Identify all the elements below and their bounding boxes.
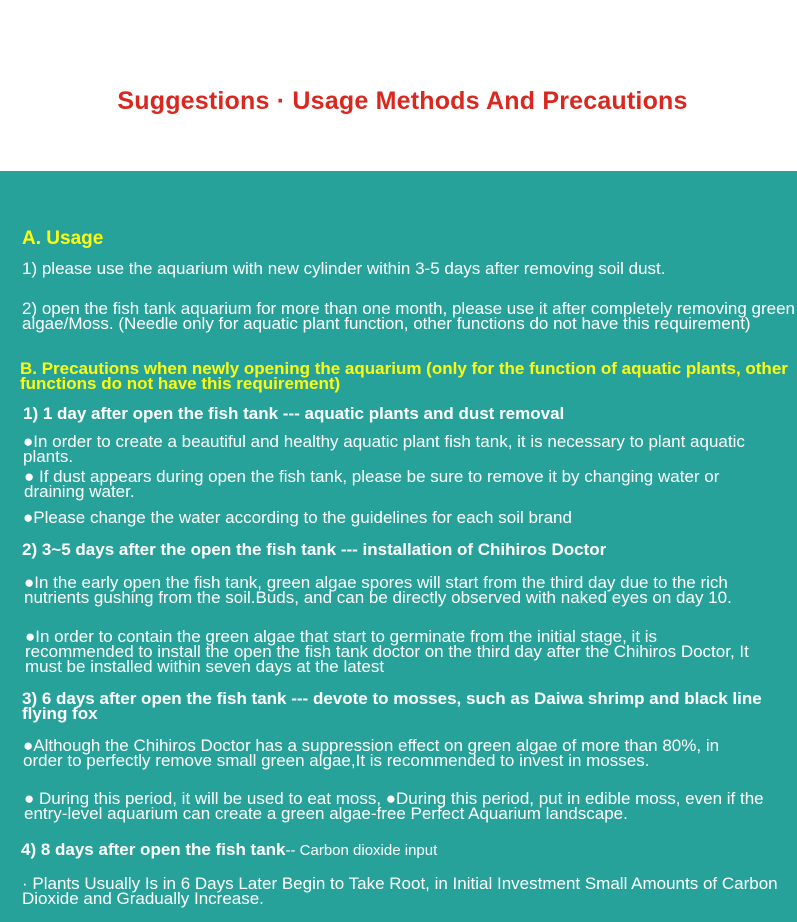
step-3-bullet-1: ●Although the Chihiros Doctor has a suppression effect on green algae of more than 80%, in order to perfectly remove small green algae,It is recommended to invest in mosses.: [23, 736, 720, 770]
step-1-title: 1) 1 day after open the fish tank --- aquatic plants and dust removal: [23, 404, 565, 423]
section-a-heading: A. Usage: [22, 228, 104, 249]
step-2-bullet-1: ●In the early open the fish tank, green algae spores will start from the third day due to the rich nutrients gushing from the soil.Buds, and can be directly observed with naked eyes on day 10.: [24, 573, 732, 607]
step-2-title: 2) 3~5 days after the open the fish tank --- installation of Chihiros Doctor: [22, 540, 607, 559]
step-1-bullet-1: ●In order to create a beautiful and healthy aquatic plant fish tank, it is necessary to plant aquatic plants.: [23, 432, 745, 466]
page-title: Suggestions · Usage Methods And Precautions: [117, 87, 688, 115]
step-4-title: 4) 8 days after open the fish tank: [21, 840, 286, 859]
step-2-bullet-2: ●In order to contain the green algae that start to germinate from the initial stage, it is recommended to install the open the fish tank doctor on the third day after the Chihiros Doctor, It must be installed within seven days at the latest: [25, 627, 749, 676]
step-4-bullet-1: · Plants Usually Is in 6 Days Later Begin to Take Root, in Initial Investment Small Amounts of Carbon Dioxide and Gradually Increase.: [22, 874, 778, 908]
usage-item-1: 1) please use the aquarium with new cylinder within 3-5 days after removing soil dust.: [22, 259, 666, 278]
header-banner: [0, 0, 797, 171]
step-4-title-suffix: -- Carbon dioxide input: [285, 842, 438, 859]
step-1-bullet-2: ● If dust appears during open the fish tank, please be sure to remove it by changing water or draining water.: [24, 467, 720, 501]
step-3-bullet-2: ● During this period, it will be used to eat moss, ●During this period, put in edible moss, even if the entry-level aquarium can create a green algae-free Perfect Aquarium landscape.: [24, 789, 764, 823]
step-4-title-line: [21, 842, 437, 858]
usage-item-2: 2) open the fish tank aquarium for more than one month, please use it after completely removing green algae/Moss. (Needle only for aquatic plant function, other functions do not have this requirement): [22, 299, 795, 333]
section-b-heading: B. Precautions when newly opening the aquarium (only for the function of aquatic plants, other functions do not have this requirement): [20, 359, 788, 393]
step-3-title: 3) 6 days after open the fish tank --- devote to mosses, such as Daiwa shrimp and black line flying fox: [22, 689, 762, 723]
step-1-bullet-3: ●Please change the water according to the guidelines for each soil brand: [23, 508, 572, 527]
